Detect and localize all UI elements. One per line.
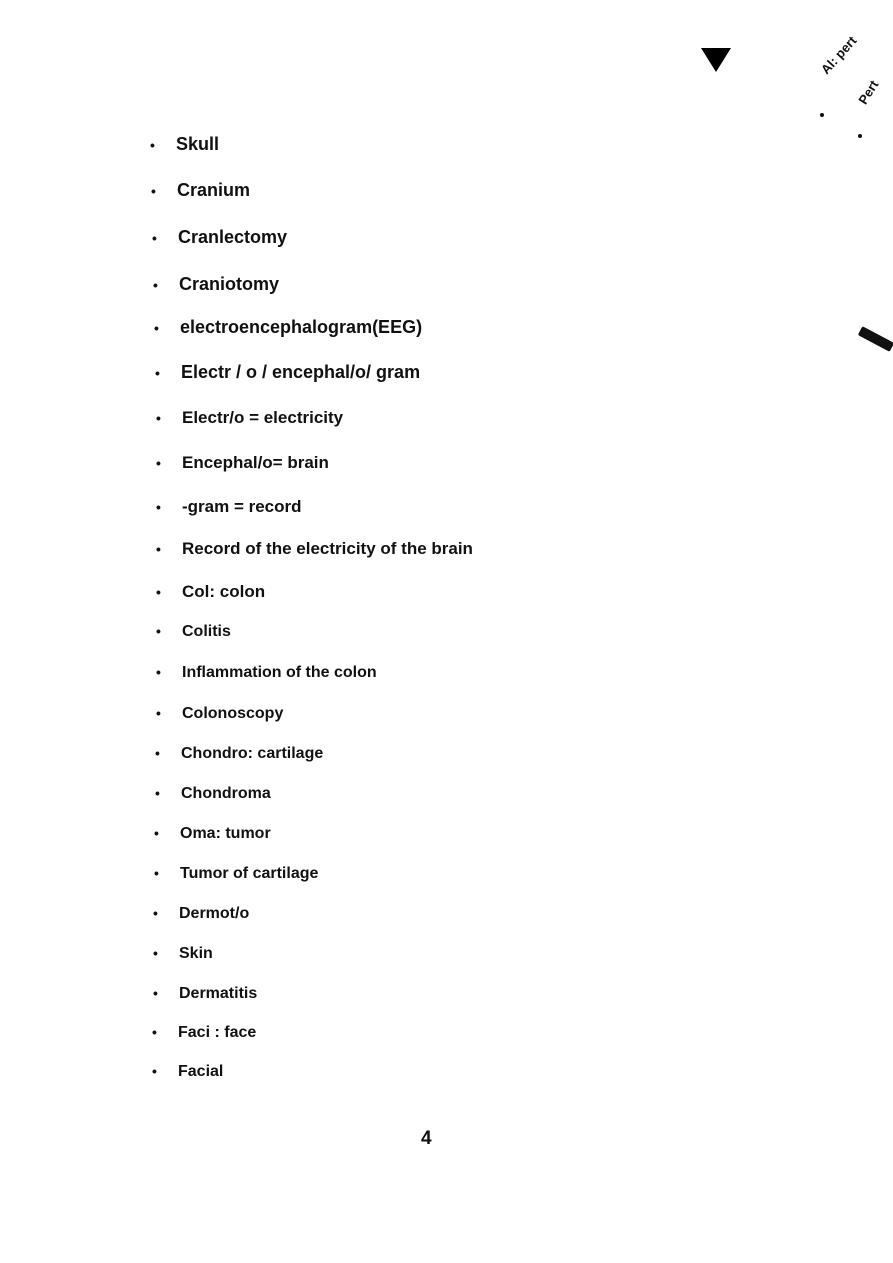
bullet-icon: • <box>156 705 161 721</box>
bullet-icon: • <box>156 584 161 600</box>
bullet-icon: • <box>154 320 159 336</box>
bullet-icon: • <box>156 455 161 471</box>
list-item <box>156 582 265 602</box>
term-text: Craniotomy <box>179 274 280 294</box>
list-item <box>156 408 343 428</box>
bullet-icon: • <box>152 1063 157 1079</box>
list-item <box>153 274 279 295</box>
corner-bullet-icon <box>820 113 824 117</box>
term-text: Encephal/o= brain <box>182 453 329 472</box>
list-item <box>151 180 250 201</box>
term-text: Tumor of cartilage <box>180 865 319 882</box>
list-item <box>153 905 249 923</box>
list-item <box>156 623 231 641</box>
term-text: Record of the electricity of the brain <box>182 539 473 558</box>
term-text: Cranium <box>177 180 251 200</box>
term-text: Skull <box>176 134 220 154</box>
list-item <box>154 825 271 843</box>
list-item <box>156 497 302 517</box>
list-item <box>152 1024 256 1042</box>
bullet-icon: • <box>154 865 159 881</box>
term-text: electroencephalogram(EEG) <box>180 317 423 337</box>
term-text: Colonoscopy <box>182 705 284 722</box>
term-text: Electr / o / encephal/o/ gram <box>181 362 421 382</box>
list-item <box>156 664 377 682</box>
corner-note-1: Al: pert <box>817 33 860 77</box>
margin-mark <box>858 326 893 352</box>
list-item <box>154 317 422 338</box>
bullet-icon: • <box>153 945 158 961</box>
term-text: Faci : face <box>178 1024 257 1041</box>
bullet-icon: • <box>152 1024 157 1040</box>
term-text: -gram = record <box>182 497 302 516</box>
bullet-icon: • <box>156 541 161 557</box>
term-text: Chondro: cartilage <box>181 745 324 762</box>
triangle-marker-icon <box>701 48 731 72</box>
bullet-icon: • <box>156 664 161 680</box>
term-text: Colitis <box>182 623 231 640</box>
list-item <box>156 705 283 723</box>
list-item <box>156 539 473 559</box>
bullet-icon: • <box>153 985 158 1001</box>
list-item <box>153 985 257 1003</box>
bullet-icon: • <box>155 745 160 761</box>
term-text: Dermot/o <box>179 905 250 922</box>
term-text: Skin <box>179 945 213 962</box>
list-item <box>155 745 323 763</box>
term-text: Chondroma <box>181 785 271 802</box>
bullet-icon: • <box>154 825 159 841</box>
corner-bullet-icon <box>858 134 862 138</box>
term-text: Oma: tumor <box>180 825 271 842</box>
bullet-icon: • <box>156 410 161 426</box>
bullet-icon: • <box>155 365 160 381</box>
term-text: Facial <box>178 1063 224 1080</box>
bullet-icon: • <box>152 230 157 246</box>
term-text: Col: colon <box>182 582 266 601</box>
term-text: Electr/o = electricity <box>182 408 344 427</box>
bullet-icon: • <box>151 183 156 199</box>
list-item <box>152 1063 223 1081</box>
list-item <box>156 453 329 473</box>
bullet-icon: • <box>150 137 155 153</box>
bullet-icon: • <box>153 905 158 921</box>
term-text: Cranlectomy <box>178 227 288 247</box>
list-item <box>154 865 318 883</box>
bullet-icon: • <box>155 785 160 801</box>
term-text: Inflammation of the colon <box>182 664 377 681</box>
list-item <box>153 945 213 963</box>
list-item <box>155 785 271 803</box>
bullet-icon: • <box>153 277 158 293</box>
list-item <box>155 362 420 383</box>
bullet-icon: • <box>156 499 161 515</box>
corner-note-2: Pert <box>855 77 882 107</box>
term-text: Dermatitis <box>179 985 258 1002</box>
list-item <box>152 227 287 248</box>
page-number: 4 <box>421 1128 432 1149</box>
bullet-icon: • <box>156 623 161 639</box>
list-item <box>150 134 219 155</box>
